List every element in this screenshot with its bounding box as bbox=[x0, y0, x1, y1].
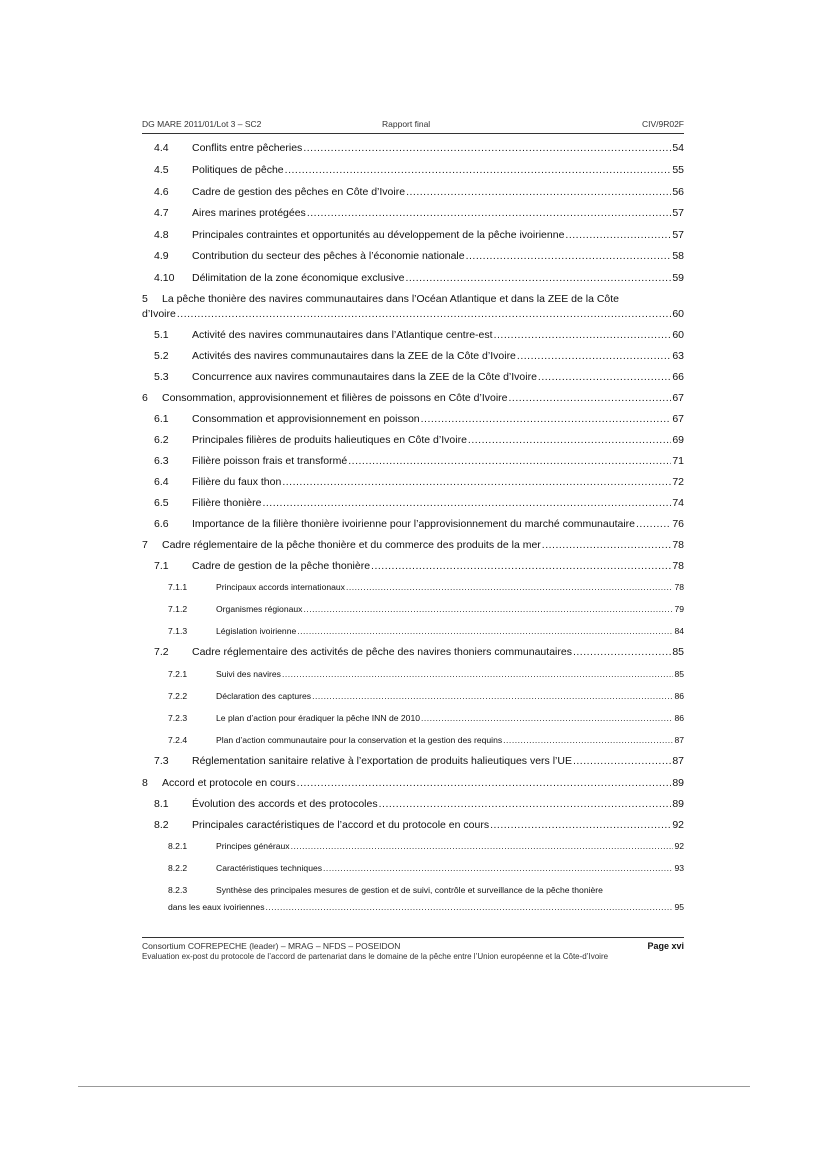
toc-title: Activité des navires communautaires dans l’Atlantique centre-est bbox=[192, 329, 493, 341]
toc-title: Cadre de gestion des pêches en Côte d’Ivoire bbox=[192, 186, 406, 198]
toc-number: 7.2.3 bbox=[168, 713, 188, 723]
toc-title: Importance de la filière thonière ivoirienne pour l’approvisionnement du marché communautaire bbox=[192, 518, 635, 530]
dot-leader bbox=[303, 604, 673, 614]
toc-number: 7.1.3 bbox=[168, 626, 188, 636]
dot-leader bbox=[406, 186, 671, 198]
toc-entry[interactable] bbox=[142, 518, 684, 530]
toc-title: Cadre réglementaire de la pêche thonière et du commerce des produits de la mer bbox=[162, 539, 541, 551]
toc-title: Activités des navires communautaires dans la ZEE de la Côte d’Ivoire bbox=[192, 350, 516, 362]
toc-page: 79 bbox=[674, 604, 684, 614]
toc-number: 6 bbox=[142, 392, 148, 404]
dot-leader bbox=[297, 777, 672, 789]
toc-title: Conflits entre pêcheries bbox=[192, 142, 303, 154]
toc-entry[interactable] bbox=[142, 164, 684, 176]
toc-page: 92 bbox=[674, 841, 684, 851]
toc-entry-continuation[interactable] bbox=[142, 902, 684, 912]
toc-number: 7.1 bbox=[154, 560, 169, 572]
toc-number: 7 bbox=[142, 539, 148, 551]
toc-number: 7.2.2 bbox=[168, 691, 188, 701]
toc-page: 93 bbox=[674, 863, 684, 873]
toc-title: Le plan d’action pour éradiquer la pêche INN de 2010 bbox=[216, 713, 421, 723]
toc-title-continuation: d’Ivoire bbox=[142, 308, 176, 320]
toc-entry[interactable] bbox=[142, 350, 684, 362]
toc-page: 69 bbox=[672, 434, 684, 446]
dot-leader bbox=[177, 308, 671, 320]
toc-page: 66 bbox=[672, 371, 684, 383]
toc-title: Évolution des accords et des protocoles bbox=[192, 798, 378, 810]
toc-number: 6.1 bbox=[154, 413, 169, 425]
toc-page: 67 bbox=[672, 392, 684, 404]
dot-leader bbox=[636, 518, 671, 530]
toc-page: 57 bbox=[672, 207, 684, 219]
toc-title: Suivi des navires bbox=[216, 669, 281, 679]
toc-page: 86 bbox=[674, 691, 684, 701]
dot-leader bbox=[466, 250, 672, 262]
toc-number: 4.6 bbox=[154, 186, 169, 198]
toc-number: 6.6 bbox=[154, 518, 169, 530]
toc-number: 8.2 bbox=[154, 819, 169, 831]
toc-number: 7.1.1 bbox=[168, 582, 188, 592]
bottom-divider bbox=[78, 1086, 750, 1087]
toc-entry[interactable] bbox=[142, 229, 684, 241]
toc-page: 57 bbox=[672, 229, 684, 241]
toc-number: 7.2.1 bbox=[168, 669, 188, 679]
toc-page: 67 bbox=[672, 413, 684, 425]
dot-leader bbox=[573, 646, 671, 658]
toc-entry[interactable] bbox=[142, 455, 684, 467]
toc-title: Cadre réglementaire des activités de pêche des navires thoniers communautaires bbox=[192, 646, 572, 658]
toc-number: 7.3 bbox=[154, 755, 169, 767]
toc-title: Principales filières de produits halieutiques en Côte d’Ivoire bbox=[192, 434, 467, 446]
toc-entry[interactable] bbox=[142, 863, 684, 873]
dot-leader bbox=[573, 755, 671, 767]
toc-number: 8.2.1 bbox=[168, 841, 188, 851]
dot-leader bbox=[346, 582, 673, 592]
toc-page: 60 bbox=[672, 329, 684, 341]
toc-entry[interactable] bbox=[142, 142, 684, 154]
toc-title: Principales contraintes et opportunités au développement de la pêche ivoirienne bbox=[192, 229, 565, 241]
toc-title: Synthèse des principales mesures de gestion et de suivi, contrôle et surveillance de la pêche thonière bbox=[216, 885, 603, 895]
dot-leader bbox=[323, 863, 673, 873]
toc-number: 4.7 bbox=[154, 207, 169, 219]
toc-page: 87 bbox=[674, 735, 684, 745]
toc-number: 8.2.3 bbox=[168, 885, 188, 895]
toc-page: 95 bbox=[674, 902, 684, 912]
dot-leader bbox=[517, 350, 671, 362]
dot-leader bbox=[291, 841, 674, 851]
toc-number: 8 bbox=[142, 777, 148, 789]
toc-title: Législation ivoirienne bbox=[216, 626, 297, 636]
toc-title: Cadre de gestion de la pêche thonière bbox=[192, 560, 371, 572]
dot-leader bbox=[421, 713, 673, 723]
toc-number: 8.1 bbox=[154, 798, 169, 810]
header-reference: DG MARE 2011/01/Lot 3 – SC2 bbox=[142, 119, 262, 129]
toc-number: 4.10 bbox=[154, 272, 175, 284]
dot-leader bbox=[421, 413, 672, 425]
toc-number: 7.2 bbox=[154, 646, 169, 658]
toc-title: Principaux accords internationaux bbox=[216, 582, 345, 592]
toc-entry[interactable] bbox=[142, 497, 684, 509]
toc-page: 84 bbox=[674, 626, 684, 636]
toc-number: 7.1.2 bbox=[168, 604, 188, 614]
toc-page: 74 bbox=[672, 497, 684, 509]
toc-title: Organismes régionaux bbox=[216, 604, 303, 614]
toc-number: 6.3 bbox=[154, 455, 169, 467]
footer-subtitle: Evaluation ex-post du protocole de l’accord de partenariat dans le domaine de la pêche entre l’Union européenne et la Côte-d’Ivoire bbox=[142, 952, 609, 961]
toc-page: 92 bbox=[672, 819, 684, 831]
toc-entry[interactable] bbox=[142, 646, 684, 658]
toc-title: Réglementation sanitaire relative à l’exportation de produits halieutiques vers l’UE bbox=[192, 755, 572, 767]
toc-number: 4.5 bbox=[154, 164, 169, 176]
toc-title: Filière poisson frais et transformé bbox=[192, 455, 348, 467]
footer-page-number: Page xvi bbox=[647, 941, 684, 951]
toc-number: 6.2 bbox=[154, 434, 169, 446]
toc-title: Consommation et approvisionnement en poisson bbox=[192, 413, 420, 425]
toc-entry[interactable] bbox=[142, 371, 684, 383]
toc-entry[interactable] bbox=[142, 207, 684, 219]
toc-entry[interactable] bbox=[142, 798, 684, 810]
toc-entry[interactable] bbox=[142, 777, 684, 789]
toc-entry[interactable] bbox=[142, 582, 684, 592]
toc-entry[interactable] bbox=[142, 755, 684, 767]
dot-leader bbox=[490, 819, 671, 831]
dot-leader bbox=[312, 691, 673, 701]
toc-title: Consommation, approvisionnement et filières de poissons en Côte d’Ivoire bbox=[162, 392, 508, 404]
toc-title: Concurrence aux navires communautaires dans la ZEE de la Côte d’Ivoire bbox=[192, 371, 537, 383]
dot-leader bbox=[379, 798, 672, 810]
dot-leader bbox=[503, 735, 673, 745]
toc-entry[interactable] bbox=[142, 713, 684, 723]
page-footer bbox=[142, 937, 684, 961]
toc-title: Caractéristiques techniques bbox=[216, 863, 323, 873]
toc-page: 55 bbox=[672, 164, 684, 176]
toc-entry[interactable] bbox=[142, 272, 684, 284]
toc-number: 5 bbox=[142, 293, 148, 305]
toc-entry[interactable] bbox=[142, 434, 684, 446]
toc-page: 78 bbox=[674, 582, 684, 592]
toc-entry[interactable] bbox=[142, 691, 684, 701]
toc-entry[interactable] bbox=[142, 392, 684, 404]
toc-page: 85 bbox=[674, 669, 684, 679]
dot-leader bbox=[307, 207, 672, 219]
toc-entry[interactable] bbox=[142, 819, 684, 831]
header-code: CIV/9R02F bbox=[641, 119, 684, 129]
toc-number: 7.2.4 bbox=[168, 735, 188, 745]
dot-leader bbox=[509, 392, 672, 404]
toc-page: 89 bbox=[672, 777, 684, 789]
dot-leader bbox=[405, 272, 671, 284]
toc-entry[interactable] bbox=[142, 626, 684, 636]
toc-page: 78 bbox=[672, 539, 684, 551]
toc-page: 89 bbox=[672, 798, 684, 810]
toc-number: 8.2.2 bbox=[168, 863, 188, 873]
dot-leader bbox=[262, 497, 671, 509]
toc-page: 78 bbox=[672, 560, 684, 572]
toc-entry[interactable] bbox=[142, 250, 684, 262]
toc-number: 4.4 bbox=[154, 142, 169, 154]
dot-leader bbox=[285, 164, 672, 176]
dot-leader bbox=[565, 229, 671, 241]
toc-entry[interactable] bbox=[142, 604, 684, 614]
toc-entry[interactable] bbox=[142, 476, 684, 488]
toc-title: Accord et protocole en cours bbox=[162, 777, 296, 789]
toc-page: 76 bbox=[672, 518, 684, 530]
toc-page: 58 bbox=[672, 250, 684, 262]
toc-page: 59 bbox=[672, 272, 684, 284]
toc-title: Contribution du secteur des pêches à l’économie nationale bbox=[192, 250, 465, 262]
toc-title: Filière thonière bbox=[192, 497, 262, 509]
toc-entry[interactable] bbox=[142, 560, 684, 572]
dot-leader bbox=[266, 902, 674, 912]
toc-number: 6.4 bbox=[154, 476, 169, 488]
toc-entry[interactable] bbox=[142, 841, 684, 851]
header-report-type: Rapport final bbox=[382, 119, 431, 129]
toc-number: 5.2 bbox=[154, 350, 169, 362]
toc-entry-continuation[interactable] bbox=[142, 308, 684, 320]
toc-page: 72 bbox=[672, 476, 684, 488]
toc-title: Principales caractéristiques de l’accord et du protocole en cours bbox=[192, 819, 490, 831]
dot-leader bbox=[542, 539, 672, 551]
toc-number: 5.1 bbox=[154, 329, 169, 341]
toc-title: Politiques de pêche bbox=[192, 164, 284, 176]
footer-consortium: Consortium COFREPECHE (leader) – MRAG – NFDS – POSEIDON bbox=[142, 941, 401, 951]
toc-entry[interactable] bbox=[142, 539, 684, 551]
dot-leader bbox=[468, 434, 671, 446]
toc-page: 86 bbox=[674, 713, 684, 723]
toc-entry[interactable] bbox=[142, 669, 684, 679]
dot-leader bbox=[282, 669, 673, 679]
toc-title-continuation: dans les eaux ivoiriennes bbox=[168, 902, 265, 912]
dot-leader bbox=[348, 455, 671, 467]
toc-entry[interactable] bbox=[142, 413, 684, 425]
toc-page: 85 bbox=[672, 646, 684, 658]
toc-number: 4.8 bbox=[154, 229, 169, 241]
page-header bbox=[142, 119, 684, 134]
toc-title: Filière du faux thon bbox=[192, 476, 282, 488]
toc-entry[interactable] bbox=[142, 329, 684, 341]
dot-leader bbox=[297, 626, 673, 636]
toc-number: 6.5 bbox=[154, 497, 169, 509]
toc-title: Délimitation de la zone économique exclusive bbox=[192, 272, 405, 284]
toc-entry-wrapped[interactable] bbox=[142, 293, 684, 305]
toc-entry-wrapped[interactable] bbox=[142, 885, 684, 895]
toc-title: Déclaration des captures bbox=[216, 691, 312, 701]
toc-title: Principes généraux bbox=[216, 841, 290, 851]
toc-page: 63 bbox=[672, 350, 684, 362]
dot-leader bbox=[371, 560, 671, 572]
toc-title: Plan d’action communautaire pour la conservation et la gestion des requins bbox=[216, 735, 503, 745]
dot-leader bbox=[282, 476, 671, 488]
toc-page: 71 bbox=[672, 455, 684, 467]
toc-title: Aires marines protégées bbox=[192, 207, 306, 219]
toc-entry[interactable] bbox=[142, 735, 684, 745]
toc-number: 5.3 bbox=[154, 371, 169, 383]
toc-entry[interactable] bbox=[142, 186, 684, 198]
toc-page: 60 bbox=[672, 308, 684, 320]
toc-page: 87 bbox=[672, 755, 684, 767]
toc-page: 54 bbox=[672, 142, 684, 154]
toc-number: 4.9 bbox=[154, 250, 169, 262]
toc-page: 56 bbox=[672, 186, 684, 198]
dot-leader bbox=[494, 329, 672, 341]
dot-leader bbox=[303, 142, 671, 154]
dot-leader bbox=[538, 371, 671, 383]
toc-title: La pêche thonière des navires communautaires dans l’Océan Atlantique et dans la ZEE de la Côte bbox=[162, 293, 620, 305]
